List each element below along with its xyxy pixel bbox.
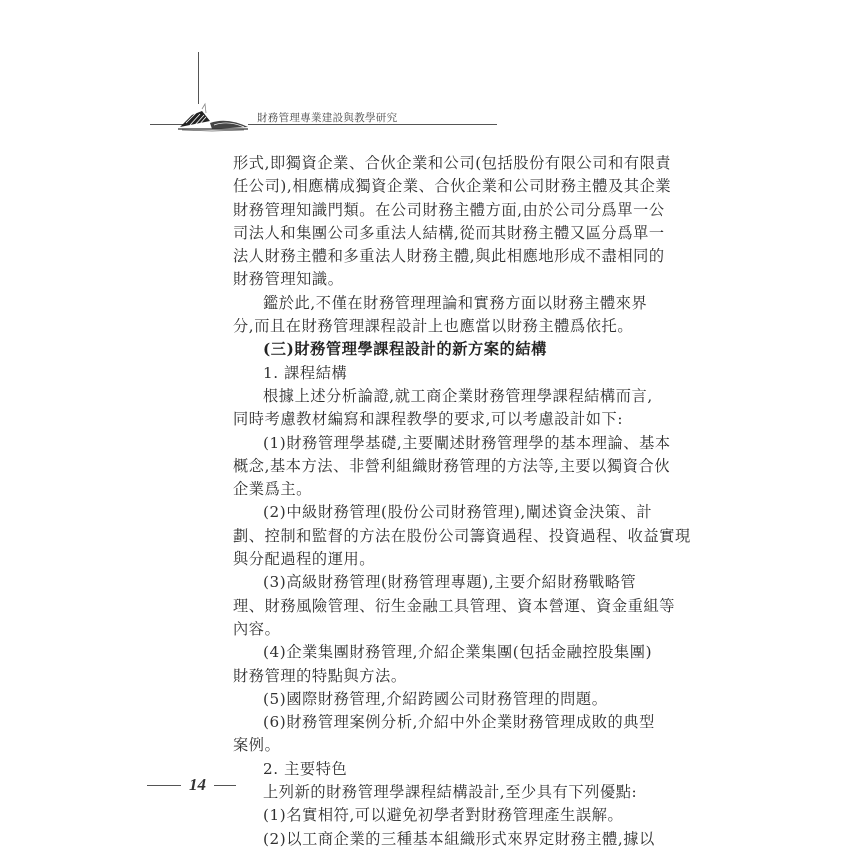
header-vertical-rule — [198, 52, 199, 104]
text-line: 法人財務主體和多重法人財務主體,與此相應地形成不盡相同的 — [233, 247, 665, 266]
text-line: (4)企業集團財務管理,介紹企業集團(包括金融控股集團) — [263, 643, 653, 662]
text-line: 概念,基本方法、非營利組織財務管理的方法等,主要以獨資合伙 — [233, 456, 671, 475]
text-line: 2. 主要特色 — [263, 759, 348, 778]
body-text — [233, 152, 691, 851]
text-line: (5)國際財務管理,介紹跨國公司財務管理的問題。 — [263, 689, 608, 708]
footer-dash-right — [214, 785, 236, 786]
footer-dash-left — [147, 785, 181, 786]
text-line: 財務管理知識門類。在公司財務主體方面,由於公司分爲單一公 — [233, 200, 665, 219]
text-line: 根據上述分析論證,就工商企業財務管理學課程結構而言, — [263, 386, 653, 405]
text-line: 鑑於此,不僅在財務管理理論和實務方面以財務主體來界 — [263, 293, 648, 312]
page-footer — [147, 775, 236, 795]
text-line: 任公司),相應構成獨資企業、合伙企業和公司財務主體及其企業 — [233, 177, 672, 196]
running-header-title: 財務管理專業建設與教學研究 — [257, 112, 398, 124]
text-line: 同時考慮教材編寫和課程教學的要求,可以考慮設計如下: — [233, 410, 624, 429]
text-line: 分,而且在財務管理課程設計上也應當以財務主體爲依托。 — [233, 317, 634, 336]
text-line: 劃、控制和監督的方法在股份公司籌資過程、投資過程、收益實現 — [233, 526, 691, 545]
text-line: (2)中級財務管理(股份公司財務管理),闡述資金決策、計 — [263, 503, 653, 522]
text-line: (1)名實相符,可以避免初學者對財務管理產生誤解。 — [263, 806, 624, 825]
text-line: 財務管理知識。 — [233, 270, 344, 289]
text-line: (2)以工商企業的三種基本組織形式來界定財務主體,據以 — [263, 829, 655, 848]
text-line: (6)財務管理案例分析,介紹中外企業財務管理成敗的典型 — [263, 713, 655, 732]
page-number: 14 — [189, 775, 206, 794]
text-line: 企業爲主。 — [233, 480, 312, 499]
text-line: (3)高級財務管理(財務管理專題),主要介紹財務戰略管 — [263, 573, 637, 592]
text-line: 財務管理的特點與方法。 — [233, 666, 407, 685]
text-line: 與分配過程的運用。 — [233, 550, 376, 569]
open-book-icon — [172, 101, 252, 133]
text-line: 形式,即獨資企業、合伙企業和公司(包括股份有限公司和有限責 — [233, 154, 672, 172]
text-line: 理、財務風險管理、衍生金融工具管理、資本營運、資金重組等 — [233, 596, 676, 615]
text-line: 案例。 — [233, 736, 281, 755]
text-line: 1. 課程結構 — [263, 363, 348, 382]
text-line: 司法人和集團公司多重法人結構,從而其財務主體又區分爲單一 — [233, 223, 665, 242]
section-heading: (三)財務管理學課程設計的新方案的結構 — [263, 340, 547, 359]
text-line: (1)財務管理學基礎,主要闡述財務管理學的基本理論、基本 — [263, 433, 671, 452]
text-line: 內容。 — [233, 619, 281, 638]
text-line: 上列新的財務管理學課程結構設計,至少具有下列優點: — [263, 783, 638, 802]
